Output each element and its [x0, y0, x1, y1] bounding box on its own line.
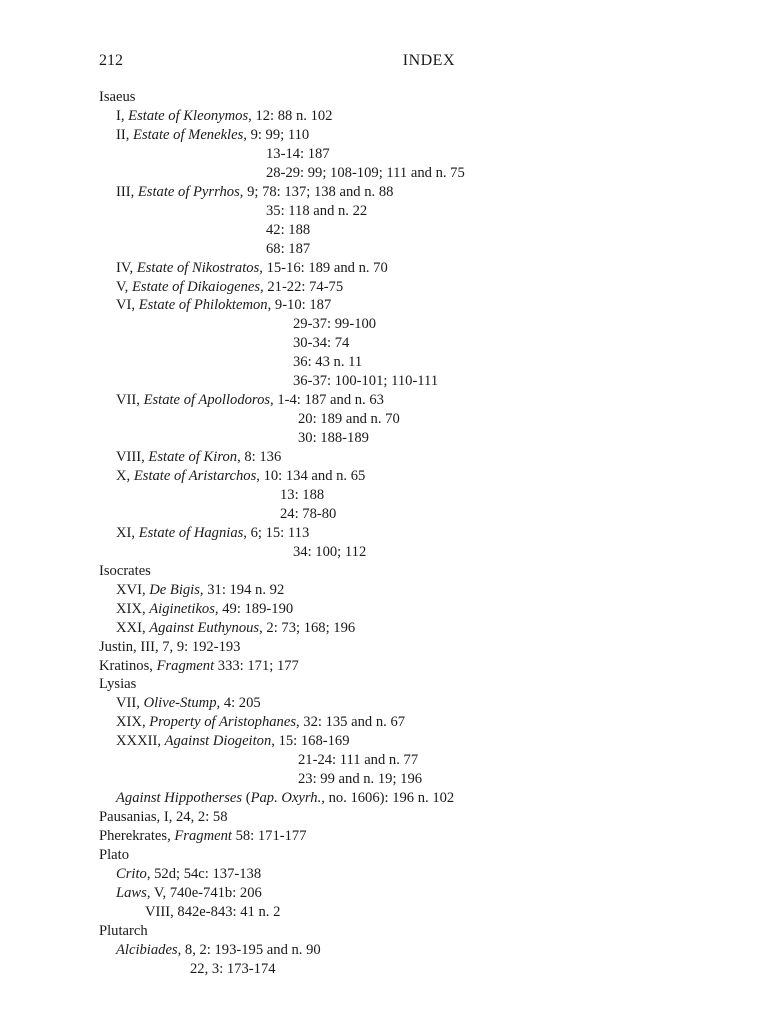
entry-text: , 15: 168-169 [271, 733, 350, 750]
index-entry [266, 221, 310, 240]
entry-text: IV, [116, 259, 137, 276]
index-entry [266, 240, 310, 259]
index-entry [293, 543, 366, 562]
entry-text: , 8, 2: 193-195 and n. 90 [177, 941, 321, 958]
entry-text: , 1-4: 187 and n. 63 [270, 392, 384, 409]
entry-title-italic: Against Diogeiton [164, 733, 272, 750]
entry-title-italic: Fragment [156, 657, 215, 674]
entry-text: , 4: 205 [216, 695, 261, 712]
index-entry [116, 259, 388, 278]
entry-title-italic: Estate of Philoktemon [138, 297, 268, 314]
index-entry [116, 581, 284, 600]
entry-text: , 10: 134 and n. 65 [256, 468, 366, 484]
entry-text: , 6; 15: 113 [243, 524, 310, 541]
index-entry [99, 808, 228, 827]
entry-text: , 21-22: 74-75 [260, 278, 344, 295]
index-entry [116, 600, 293, 619]
running-title: INDEX [402, 52, 455, 69]
index-entry [145, 903, 280, 922]
index-entry [116, 713, 405, 732]
entry-title-italic: Alcibiades [116, 941, 178, 958]
index-entry [99, 638, 240, 657]
index-entry [293, 353, 362, 372]
entry-title-italic: Estate of Kleonymos [128, 107, 249, 124]
entry-text: , V, 740e-741b: 206 [146, 884, 262, 901]
entry-title-italic: Estate of Hagnias [138, 524, 244, 541]
entry-text: 34: 100; 112 [293, 543, 367, 560]
entry-text: 333: 171; 177 [214, 657, 299, 674]
entry-title-italic: Pap. Oxyrh. [250, 790, 322, 807]
entry-title-italic: Property of Aristophanes [149, 714, 296, 731]
entry-text: , 15-16: 189 and n. 70 [259, 259, 388, 276]
index-entry [99, 562, 151, 581]
entry-text: XXI, [116, 619, 150, 636]
entry-text: V, [116, 278, 132, 295]
entry-text: 28-29: 99; 108-109; 111 and n. 75 [266, 164, 465, 181]
entry-text: VIII, [116, 449, 149, 466]
entry-title-italic: Against Hippotherses [116, 790, 243, 807]
entry-text: , 12: 88 n. 102 [248, 107, 333, 124]
index-entry [266, 145, 330, 164]
entry-text: Plato [99, 847, 129, 863]
entry-text: 23: 99 and n. 19; 196 [298, 771, 423, 788]
entry-text: VI, [116, 297, 139, 314]
entry-text: 13-14: 187 [266, 145, 330, 162]
page-number: 212 [99, 52, 123, 69]
entry-text: XXXII, [116, 733, 165, 750]
entry-text: Isocrates [99, 562, 151, 579]
index-entry [116, 789, 454, 808]
entry-text: , 9; 78: 137; 138 and n. 88 [239, 183, 394, 200]
index-entry [293, 315, 376, 334]
entry-text: 58: 171-177 [231, 828, 307, 845]
entry-text: 24: 78-80 [280, 505, 337, 522]
index-entry [280, 505, 336, 524]
index-entry [280, 486, 324, 505]
entry-text: 30: 188-189 [298, 430, 369, 447]
entry-text: 36-37: 100-101; 110-111 [293, 373, 439, 390]
index-entry [116, 183, 393, 202]
index-entry [99, 675, 136, 694]
index-entry [298, 429, 369, 448]
index-entry [116, 391, 384, 410]
index-entry [116, 865, 261, 884]
entry-title-italic: Estate of Nikostratos [136, 259, 260, 276]
entry-text: Lysias [99, 676, 137, 693]
index-entry [293, 334, 349, 353]
entry-text: , 31: 194 n. 92 [199, 581, 285, 598]
entry-text: , 9-10: 187 [267, 297, 332, 314]
entry-title-italic: Estate of Kiron [148, 449, 238, 466]
entry-text: 29-37: 99-100 [293, 316, 377, 333]
index-entry [298, 410, 400, 429]
index-entry [116, 619, 355, 638]
entry-text: VII, [116, 392, 144, 409]
entry-text: , 8: 136 [237, 449, 282, 466]
entry-text: VII, [116, 695, 144, 712]
entry-title-italic: Estate of Pyrrhos [137, 183, 240, 200]
index-entry [99, 922, 148, 941]
entry-text: 30-34: 74 [293, 335, 350, 352]
entry-text: XI, [116, 524, 139, 541]
entry-title-italic: Laws [116, 884, 147, 901]
entry-text: , 9: 99; 110 [243, 126, 310, 143]
entry-text: , 49: 189-190 [214, 600, 294, 617]
entry-text: 21-24: 111 and n. 77 [298, 752, 419, 769]
index-entry [99, 846, 129, 865]
entry-text: , no. 1606): 196 n. 102 [321, 790, 455, 807]
index-entry [116, 884, 262, 903]
entry-text: 35: 118 and n. 22 [266, 202, 368, 219]
entry-text: 42: 188 [266, 221, 311, 238]
index-entry [293, 372, 438, 391]
entry-title-italic: Estate of Dikaiogenes [131, 278, 261, 295]
entry-text: XVI, [116, 581, 150, 598]
index-entry [266, 164, 465, 183]
entry-text: 20: 189 and n. 70 [298, 411, 400, 428]
index-entry [116, 107, 332, 126]
index-entry [116, 524, 309, 543]
entry-text: 22, 3: 173-174 [190, 960, 276, 977]
entry-title-italic: Crito [116, 865, 147, 882]
entry-text: XIX, [116, 714, 150, 731]
entry-title-italic: Olive-Stump [143, 695, 217, 712]
index-entry [116, 732, 350, 751]
entry-title-italic: Estate of Apollodoros [143, 392, 271, 409]
page-header [99, 52, 455, 74]
entry-text: X, [116, 468, 134, 484]
index-entry [116, 278, 343, 297]
entry-text: 68: 187 [266, 240, 311, 257]
entry-text: Justin, III, 7, 9: 192-193 [99, 638, 241, 655]
index-entry [116, 448, 281, 467]
entry-title-italic: Against Euthynous [149, 619, 260, 636]
entry-title-italic: Estate of Aristarchos [133, 468, 257, 484]
index-entry [116, 694, 261, 713]
index-entry [190, 960, 276, 979]
entry-text: Plutarch [99, 922, 148, 939]
index-entry [99, 657, 299, 676]
entry-text: Pherekrates, [99, 828, 175, 845]
entry-text: Kratinos, [99, 657, 157, 674]
index-entry [99, 88, 135, 107]
entry-text: II, [116, 126, 134, 143]
index-entry [116, 941, 321, 960]
entry-text: , 32: 135 and n. 67 [296, 714, 406, 731]
index-entry [116, 296, 331, 315]
entry-text: , 2: 73; 168; 196 [259, 619, 356, 636]
index-entry [266, 202, 367, 221]
entry-title-italic: Estate of Menekles [133, 126, 244, 143]
index-entry [116, 126, 309, 145]
index-entry [116, 467, 365, 486]
entry-text: ( [242, 790, 251, 807]
entry-text: III, [116, 183, 138, 200]
entry-text: 13: 188 [280, 486, 325, 503]
entry-title-italic: De Bigis [149, 581, 200, 598]
entry-text: , 52d; 54c: 137-138 [146, 865, 262, 882]
entry-text: I, [116, 107, 129, 124]
entry-text: 36: 43 n. 11 [293, 354, 363, 371]
entry-title-italic: Fragment [174, 828, 232, 845]
index-entry [298, 751, 418, 770]
index-entry [99, 827, 307, 846]
entry-text: VIII, 842e-843: 41 n. 2 [145, 903, 281, 920]
entry-title-italic: Aiginetikos [149, 600, 215, 617]
index-entry [298, 770, 422, 789]
entry-text: Isaeus [99, 89, 136, 105]
entry-text: XIX, [116, 600, 150, 617]
entry-text: Pausanias, I, 24, 2: 58 [99, 809, 228, 826]
